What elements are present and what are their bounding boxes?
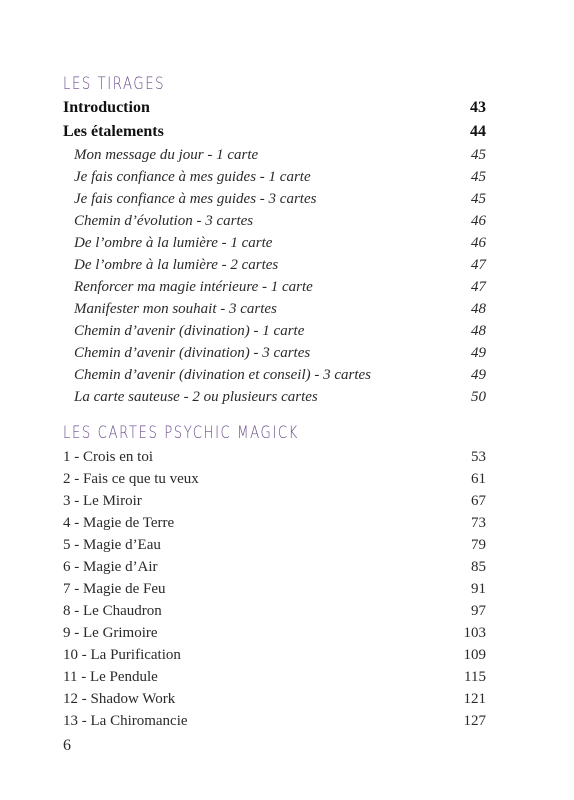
toc-entry-page: 47 (471, 256, 486, 273)
page-number: 6 (63, 737, 71, 754)
toc-entry (63, 688, 486, 710)
toc-entry-label: 11 - Le Pendule (63, 668, 158, 685)
toc-entry-page: 127 (463, 712, 486, 729)
toc-entry-label: 9 - Le Grimoire (63, 624, 158, 641)
section-title-cartes: LES CARTES PSYCHIC MAGICK (63, 423, 299, 443)
toc-subentry (74, 320, 486, 342)
toc-entry-page: 73 (471, 514, 486, 531)
toc-entry-page: 115 (464, 668, 486, 685)
toc-entry-label: 7 - Magie de Feu (63, 580, 166, 597)
toc-entry (63, 644, 486, 666)
toc-entry-label: Chemin d’avenir (divination) - 3 cartes (74, 344, 311, 361)
toc-entry-label: Chemin d’évolution - 3 cartes (74, 212, 254, 229)
toc-entry-page: 121 (463, 690, 486, 707)
toc-entry (63, 600, 486, 622)
toc-entry-page: 48 (471, 300, 486, 317)
toc-entry-page: 79 (471, 536, 486, 553)
toc-entry-label: Renforcer ma magie intérieure - 1 carte (74, 278, 313, 295)
section-title-tirages: LES TIRAGES (63, 74, 166, 94)
toc-entry (63, 666, 486, 688)
toc-entry (63, 534, 486, 556)
toc-entry-page: 67 (471, 492, 486, 509)
toc-entry (63, 622, 486, 644)
toc-subentry (74, 386, 486, 408)
toc-entry-label: Je fais confiance à mes guides - 1 carte (74, 168, 311, 185)
toc-entry (63, 578, 486, 600)
toc-entry-label: 12 - Shadow Work (63, 690, 176, 707)
toc-entry-label: De l’ombre à la lumière - 1 carte (74, 234, 273, 251)
toc-entry-page: 48 (471, 322, 486, 339)
toc-subentry (74, 166, 486, 188)
toc-entry-page: 46 (471, 212, 486, 229)
toc-entry-label: 1 - Crois en toi (63, 448, 153, 465)
toc-entry-label: 13 - La Chiromancie (63, 712, 188, 729)
toc-subentry (74, 188, 486, 210)
toc-subentry (74, 144, 486, 166)
toc-entry-label: Manifester mon souhait - 3 cartes (74, 300, 277, 317)
toc-entry-label: 8 - Le Chaudron (63, 602, 162, 619)
toc-entry-page: 61 (471, 470, 486, 487)
toc-entry-label: La carte sauteuse - 2 ou plusieurs cartes (74, 388, 318, 405)
toc-entry-page: 46 (471, 234, 486, 251)
toc-entry-page: 47 (471, 278, 486, 295)
toc-entry-page: 45 (471, 190, 486, 207)
toc-entry-label: 6 - Magie d’Air (63, 558, 158, 575)
toc-subentry (74, 342, 486, 364)
toc-entry-page: 53 (471, 448, 486, 465)
toc-entry-label: Chemin d’avenir (divination et conseil) - 3 cartes (74, 366, 372, 383)
toc-subentry (74, 364, 486, 386)
toc-subentry (74, 210, 486, 232)
toc-entry-label: De l’ombre à la lumière - 2 cartes (74, 256, 279, 273)
toc-entry (63, 121, 486, 143)
toc-subentry (74, 298, 486, 320)
toc-entry-page: 91 (471, 580, 486, 597)
toc-entry-label: Les étalements (63, 123, 164, 140)
toc-entry-page: 45 (471, 146, 486, 163)
toc-entry-page: 109 (463, 646, 486, 663)
toc-entry-page: 44 (470, 123, 486, 140)
toc-entry-page: 103 (463, 624, 486, 641)
toc-entry-label: 5 - Magie d’Eau (63, 536, 161, 553)
toc-entry (63, 490, 486, 512)
toc-subentry (74, 254, 486, 276)
toc-subentry (74, 276, 486, 298)
toc-entry-label: 3 - Le Miroir (63, 492, 142, 509)
toc-entry-label: 4 - Magie de Terre (63, 514, 175, 531)
toc-entry-page: 43 (470, 99, 486, 116)
toc-entry-page: 49 (471, 344, 486, 361)
toc-entry-label: Chemin d’avenir (divination) - 1 carte (74, 322, 305, 339)
toc-entry-page: 50 (471, 388, 486, 405)
toc-entry (63, 446, 486, 468)
toc-entry (63, 710, 486, 732)
toc-entry (63, 556, 486, 578)
toc-entry-page: 45 (471, 168, 486, 185)
toc-entry-label: 2 - Fais ce que tu veux (63, 470, 199, 487)
toc-entry-label: Je fais confiance à mes guides - 3 cartes (74, 190, 317, 207)
toc-entry-page: 97 (471, 602, 486, 619)
toc-entry-label: Introduction (63, 99, 150, 116)
toc-subentry (74, 232, 486, 254)
toc-entry-label: 10 - La Purification (63, 646, 181, 663)
toc-entry (63, 512, 486, 534)
toc-entry (63, 97, 486, 119)
toc-entry (63, 468, 486, 490)
toc-entry-label: Mon message du jour - 1 carte (74, 146, 259, 163)
toc-entry-page: 85 (471, 558, 486, 575)
toc-entry-page: 49 (471, 366, 486, 383)
